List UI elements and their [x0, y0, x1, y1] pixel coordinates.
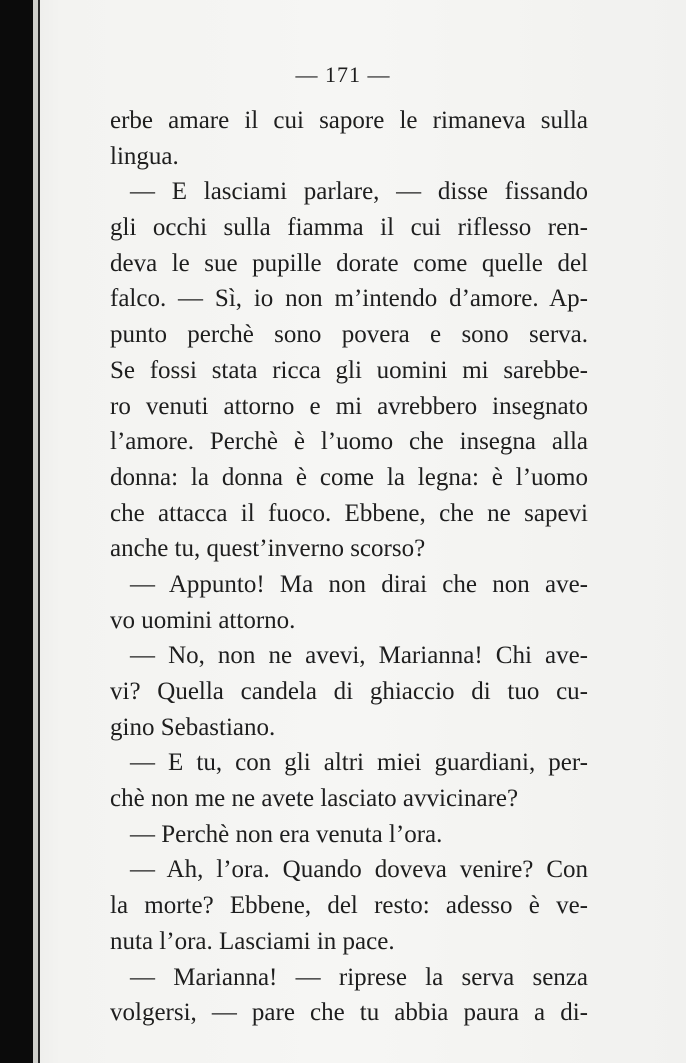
text-line: Se fossi stata ricca gli uomini mi sarebbe- [110, 356, 588, 384]
page-number: — 171 — [295, 62, 391, 87]
text-line: — No, non ne avevi, Marianna! Chi ave- [130, 642, 588, 670]
text-line: ro venuti attorno e mi avrebbero insegnato [110, 392, 588, 420]
text-line: vo uomini attorno. [110, 606, 296, 634]
text-line: — E lasciami parlare, — disse fissando [130, 178, 588, 206]
text-line: che attacca il fuoco. Ebbene, che ne sapevi [110, 499, 588, 527]
body-text [110, 103, 588, 1031]
text-line: — Appunto! Ma non dirai che non ave- [130, 570, 588, 598]
text-line: volgersi, — pare che tu abbia paura a di- [110, 999, 588, 1027]
text-line: anche tu, quest’inverno scorso? [110, 535, 426, 563]
text-line: deva le sue pupille dorate come quelle del [110, 249, 588, 277]
text-line: — E tu, con gli altri miei guardiani, per- [130, 749, 588, 777]
text-line: nuta l’ora. Lasciami in pace. [110, 927, 395, 955]
text-line: gli occhi sulla fiamma il cui riflesso ren- [110, 214, 588, 242]
book-spine-shadow [0, 0, 33, 1063]
text-line: l’amore. Perchè è l’uomo che insegna alla [110, 428, 588, 456]
text-line: — Ah, l’ora. Quando doveva venire? Con [130, 856, 588, 884]
text-line: — Marianna! — riprese la serva senza [130, 963, 588, 991]
text-line: — Perchè non era venuta l’ora. [130, 820, 443, 848]
text-line: la morte? Ebbene, del resto: adesso è ve- [110, 892, 588, 920]
text-line: donna: la donna è come la legna: è l’uomo [110, 463, 588, 491]
text-line: erbe amare il cui sapore le rimaneva sulla [110, 107, 588, 134]
text-line: gino Sebastiano. [110, 713, 276, 741]
text-line: falco. — Sì, io non m’intendo d’amore. Ap- [110, 285, 588, 313]
gutter-edge-line [38, 0, 40, 1063]
text-line: lingua. [110, 142, 179, 170]
text-line: punto perchè sono povera e sono serva. [110, 321, 588, 349]
text-line: vi? Quella candela di ghiaccio di tuo cu- [110, 678, 588, 705]
text-line: chè non me ne avete lasciato avvicinare? [110, 785, 519, 813]
